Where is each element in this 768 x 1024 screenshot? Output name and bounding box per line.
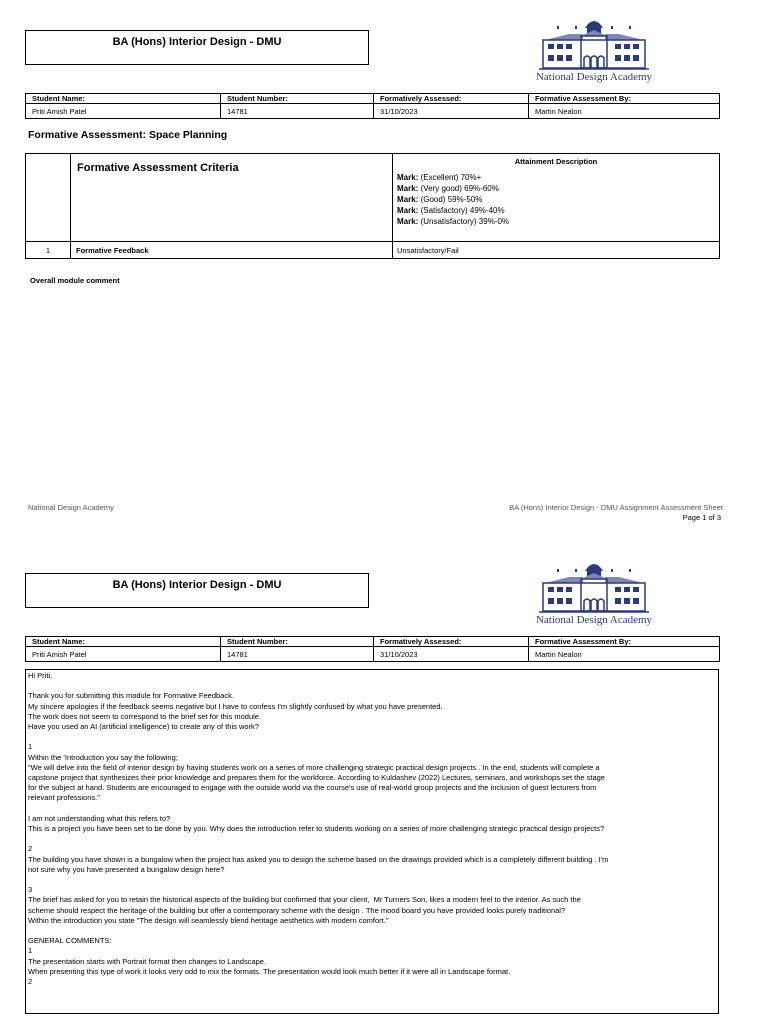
mark-excellent: Mark: (Excellent) 70%+ (397, 173, 482, 182)
feedback-line: The building you have shown is a bungalow when the project has asked you to design the scheme based on the drawings provided which is a completely different building . I'm (28, 854, 609, 864)
academy-logo (529, 14, 659, 83)
info-value-row (26, 104, 720, 119)
page2-assessor-label: Formative Assessment By: (529, 637, 720, 647)
page2-student-number-label: Student Number: (221, 637, 374, 647)
feedback-line (28, 804, 716, 814)
feedback-line: The work does not seem to correspond to the brief set for this module. (28, 711, 262, 721)
mark-good: Mark: (Good) 59%-50% (397, 195, 483, 204)
page2-academy-logo (529, 557, 659, 626)
feedback-line: Within the introduction you state "The design will seamlessly blend heritage aesthetics with modern comfort." (28, 915, 389, 925)
feedback-line: This is a project you have been set to be done by you. Why does the introduction refer to students working on a series of more challenging strategic practical design projects? (28, 824, 605, 833)
page2-assessed-date-label: Formatively Assessed: (374, 637, 529, 647)
feedback-line: Within the 'Introduction you say the following; (28, 752, 178, 762)
assessed-date-label: Formatively Assessed: (374, 94, 529, 104)
page2-info-header-row (26, 637, 720, 647)
criteria-number-header (26, 154, 71, 242)
mark-unsatisfactory: Mark: (Unsatisfactory) 39%-0% (397, 217, 510, 226)
page2-academy-building-icon (535, 557, 653, 613)
document-title: BA (Hons) Interior Design - DMU (112, 36, 282, 48)
feedback-line: Thank you for submitting this module for Formative Feedback. (28, 691, 234, 701)
feedback-line: Have you used an AI (artificial intelligence) to create any of this work? (28, 722, 259, 731)
criteria-row-number: 1 (26, 242, 71, 259)
feedback-line: Hi Priti, (28, 671, 53, 680)
criteria-header: Formative Assessment Criteria (71, 154, 393, 242)
criteria-header-row (26, 154, 720, 242)
feedback-line: 1 (28, 946, 33, 956)
academy-building-icon (535, 14, 653, 70)
feedback-comment-box (25, 669, 719, 1014)
attainment-header: Attainment Description (514, 157, 598, 166)
page2-student-info-table (25, 636, 720, 662)
criteria-row-value: Unsatisfactory/Fail (393, 242, 720, 259)
feedback-line: scheme should respect the heritage of the building but offer a contemporary scheme with the design . The mood board you have provided looks purely traditional? (28, 905, 566, 915)
feedback-line: My sincere apologies if the feedback seems negative but I have to confess I'm slightly confused by what you have presented. (28, 701, 443, 711)
student-name-value: Priti Amish Patel (26, 104, 221, 119)
academy-logo-text: National Design Academy (535, 71, 653, 83)
feedback-line: The presentation starts with Portrait format then changes to Landscape. (28, 956, 267, 966)
student-name-label: Student Name: (26, 94, 221, 104)
mark-satisfactory: Mark: (Satisfactory) 49%-40% (397, 206, 505, 215)
criteria-row-label: Formative Feedback (71, 242, 393, 259)
feedback-line: GENERAL COMMENTS: (28, 936, 112, 946)
feedback-line: 2 (28, 844, 33, 854)
page2-academy-logo-text: National Design Academy (535, 614, 653, 626)
feedback-line: When presenting this type of work it looks very odd to mix the formats. The presentation would look much better if it were all in Landscape format. (28, 966, 511, 976)
document-title-box (25, 30, 369, 65)
feedback-line (28, 732, 716, 742)
info-header-row (26, 94, 720, 104)
feedback-line: The brief has asked for you to retain the historical aspects of the building but confirmed that your client, Mr Turners Son, likes a modern feel to the interior. As such the (28, 895, 581, 905)
feedback-line: 1 (28, 742, 33, 752)
feedback-line: relevant professions." (28, 793, 100, 803)
attainment-cell (393, 154, 720, 242)
page2-document-title-box (25, 573, 369, 608)
footer-academy: National Design Academy (28, 503, 114, 512)
page2-info-value-row (26, 647, 720, 662)
assessor-value: Martin Nealon (529, 104, 720, 119)
feedback-line (28, 875, 716, 885)
feedback-line: 3 (28, 885, 33, 895)
criteria-table (25, 153, 720, 259)
mark-very-good: Mark: (Very good) 69%-60% (397, 184, 499, 193)
feedback-line: I am not understanding what this refers to? (28, 813, 171, 823)
footer-doc-name: BA (Hons) Interior Design - DMU Assignment Assessment Sheet (509, 503, 723, 512)
page2-assessor-value: Martin Nealon (529, 647, 720, 662)
page-number: Page 1 of 3 (682, 513, 721, 522)
feedback-line: "We will delve into the field of interior design by having students work on a series of more challenging strategic practical design projects . In the end, students will complete a (28, 762, 600, 772)
assessed-date-value: 31/10/2023 (374, 104, 529, 119)
criteria-row (26, 242, 720, 259)
assessor-label: Formative Assessment By: (529, 94, 720, 104)
student-info-table (25, 93, 720, 119)
feedback-line: for the subject at hand. Students are encouraged to engage with the outside world via the course's use of real-world group projects and the inclusion of guest lecturers from (28, 783, 597, 793)
page2-student-name-label: Student Name: (26, 637, 221, 647)
section-title: Formative Assessment: Space Planning (28, 129, 228, 141)
feedback-line: not sure why you have presented a bungalow design here? (28, 864, 225, 874)
feedback-comment-text (28, 671, 716, 987)
student-number-label: Student Number: (221, 94, 374, 104)
feedback-line (28, 834, 716, 844)
page2-student-name-value: Priti Amish Patel (26, 647, 221, 662)
page2-student-number-value: 14781 (221, 647, 374, 662)
page2-assessed-date-value: 31/10/2023 (374, 647, 529, 662)
feedback-line (28, 681, 716, 691)
feedback-line (28, 926, 716, 936)
feedback-line: 2 (28, 977, 33, 986)
student-number-value: 14781 (221, 104, 374, 119)
page2-document-title: BA (Hons) Interior Design - DMU (112, 579, 282, 591)
overall-comment-label: Overall module comment (30, 276, 120, 285)
feedback-line: capstone project that synthesizes their prior knowledge and prepares them for the workforce. According to Kuldashev (2022) Lectures, seminars, and workshops set the stage (28, 773, 605, 782)
